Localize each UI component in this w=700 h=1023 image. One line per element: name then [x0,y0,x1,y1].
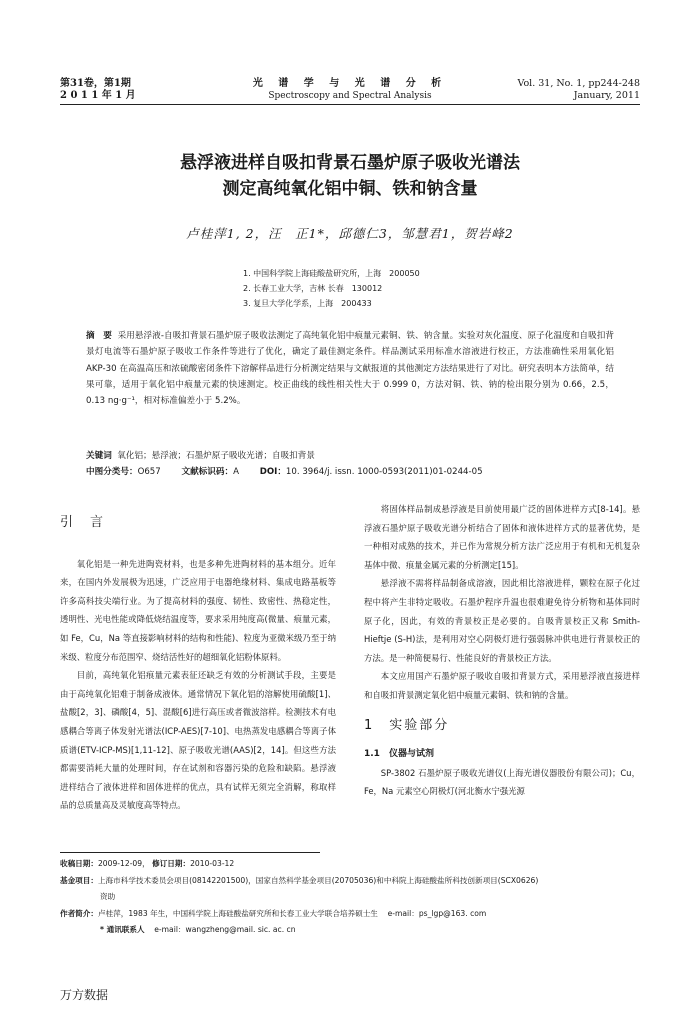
keywords-block [86,448,614,480]
header-rule [60,104,640,105]
received-line [60,856,640,873]
title-line-2: 测定高纯氧化铝中铜、铁和钠含量 [222,179,478,199]
classification-line [86,464,614,480]
section-1-1-heading: 1.1 仪器与试剂 [364,749,434,760]
bio-email: e-mail：ps_lgp@163. com [387,908,487,918]
footnote-rule [60,852,320,853]
doccode-label: 文献标识码： [181,467,234,477]
bio-label: 作者简介： [60,908,98,918]
journal-citation: Vol. 31, No. 1, pp244-248 [517,78,640,89]
journal-date-cn: 2 0 1 1 年 1 月 [60,90,136,101]
watermark: 万方数据 [60,988,109,1002]
journal-volume: 第31卷，第1期 [60,78,131,89]
paragraph: 本文应用国产石墨炉原子吸收自吸扣背景方式，采用悬浮液直接进样和自吸扣背景测定氧化铝中痕量元素铜、铁和钠的含量。 [364,671,640,700]
received-date: 2009-12-09， [97,859,150,868]
revised-label: 修订日期： [152,859,191,868]
paper-title [0,150,700,202]
fund-line-cont: 资助 [100,892,116,901]
fund-label: 基金项目： [60,875,98,885]
keywords-text: 氧化铝；悬浮液；石墨炉原子吸收光谱；自吸扣背景 [117,451,315,461]
author-list: 卢桂萍1, 2，汪 正1*，邱德仁3，邹慧君1，贺岩峰2 [186,226,514,241]
revised-date: 2010-03-12 [190,859,235,868]
fund-text: 上海市科学技术委员会项目(08142201500)，国家自然科学基金项目(20705036)和中科院上海硅酸盐所科技创新项目(SCX0626) [97,875,539,885]
right-column [364,500,640,801]
affiliation-item: 1. 中国科学院上海硅酸盐研究所，上海 200050 [243,269,420,278]
abstract-text: 采用悬浮液-自吸扣背景石墨炉原子吸收法测定了高纯氧化铝中痕量元素铜、铁、钠含量。实验对灰化温度、原子化温度和自吸扣背景灯电流等石墨炉原子吸收工作条件等进行了优化，确定了最佳测定条件。样品测试采用标准水溶液进行校正，方法准确性采用氧化铝 AKP-30 在高温高压和浓硫酸密闭条件下溶解样品进行分析测定结果与文献报道的其他测定方法结果进行了对比。研究表明本方法简单，结果可靠，适用于氧化铝中痕量元素的快速测定。校正曲线的线性相关性大于 0.999 0，方法对铜、铁、钠的检出限分别为 0.66，2.5，0.13 ng·g⁻¹，相对标准偏差小于 5.2%。 [86,331,614,407]
paragraph: 目前，高纯氧化铝痕量元素表征还缺乏有效的分析测试手段，主要是由于高纯氧化铝难于制备成液体。通常情况下氧化铝的溶解使用硫酸[1]、盐酸[2，3]、磷酸[4，5]、混酸[6]进行高压或者微波溶样。检测技术有电感耦合等离子体发射光谱法(ICP-AES)[7-10]、电热蒸发电感耦合等离子体质谱(ETV-ICP-MS)[1,11-12]、原子吸收光谱(AAS)[2，14]。但这些方法都需要消耗大量的处理时间，存在试剂和容器污染的危险和缺陷。悬浮液进样结合了液体进样和固体进样的优点，具有试样无须完全消解，称取样品的总质量高及灵敏度高等特点。 [60,670,336,811]
abstract-label: 摘 要 [86,331,112,341]
journal-name-en: Spectroscopy and Spectral Analysis [268,91,432,101]
paragraph: 将固体样品制成悬浮液是目前使用最广泛的固体进样方式[8-14]。悬浮液石墨炉原子吸收光谱分析结合了固体和液体进样方式的显著优势，是一种相对成熟的技术，并已作为常规分析方法广泛应用于有机和无机复杂基体中微、痕量金属元素的分析测定[15]。 [364,504,640,570]
clc-value: O657 [137,467,161,477]
corresponding-line [60,922,640,939]
doi-label: DOI： [259,467,286,477]
journal-name-cn: 光 谱 学 与 光 谱 分 析 [252,78,448,89]
paragraph: 悬浮液不需将样品制备成溶液，因此相比溶液进样，颗粒在原子化过程中将产生非特定吸收。石墨炉程序升温也很难避免待分析物和基体同时原子化，因此，有效的背景校正是必要的。自吸背景校正又称 Smith-Hieftje (S-H)法，是利用对空心阴极灯进行强弱脉冲供电进行背景校正的方法。是一种简便易行、性能良好的背景校正方法。 [364,578,640,663]
section-1-heading: 1 实验部分 [364,717,450,733]
affiliation-item: 2. 长春工业大学，吉林 长春 130012 [243,284,383,293]
doccode-value: A [233,467,239,477]
affiliations [243,266,420,311]
corresponding-label: * 通讯联系人 [100,925,145,934]
running-header-right [517,78,640,102]
affiliation-item: 3. 复旦大学化学系，上海 200433 [243,299,372,308]
abstract [86,328,614,409]
corresponding-email: e-mail：wangzheng@mail. sic. ac. cn [154,925,296,934]
keywords-line [86,448,614,464]
footnotes [60,856,640,939]
journal-date-en: January, 2011 [573,90,640,101]
intro-heading: 引 言 [60,515,106,530]
fund-line [60,873,640,890]
bio-text: 卢桂萍，1983 年生，中国科学院上海硅酸盐研究所和长春工业大学联合培养硕士生 [97,908,378,918]
doi-value: 10. 3964/j. issn. 1000-0593(2011)01-0244-05 [285,467,483,477]
title-line-1: 悬浮液进样自吸扣背景石墨炉原子吸收光谱法 [180,153,520,173]
bio-line [60,906,640,923]
paragraph: SP-3802 石墨炉原子吸收光谱仪(上海光谱仪器股份有限公司)；Cu，Fe，Na 元素空心阴极灯(河北衡水宁强光源 [364,767,640,797]
left-column [60,515,336,815]
clc-label: 中图分类号： [86,467,138,477]
paragraph: 氧化铝是一种先进陶瓷材料，也是多种先进陶材料的基本组分。近年来，在国内外发展极为迅速，广泛应用于电器绝缘材料、集成电路基板等许多高科技尖端行业。为了提高材料的强度、韧性、致密性、热稳定性，透明性、光电性能或降低烧结温度等，要求采用纯度高(微量、痕量元素，如 Fe，Cu，Na 等直接影响材料的结构和性能)、粒度为亚微米级乃至于纳米级、粒度分布范围窄、烧结活性好的超细氧化铝粉体原料。 [60,558,336,662]
keywords-label: 关键词 [86,451,112,461]
received-label: 收稿日期： [60,859,98,868]
